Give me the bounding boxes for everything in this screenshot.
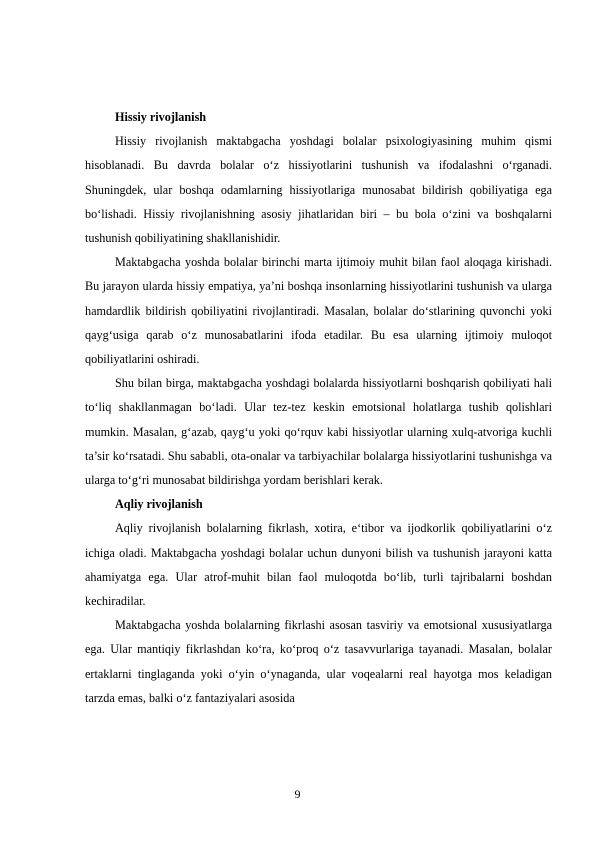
- paragraph: Hissiy rivojlanish maktabgacha yoshdagi bolalar psixologiyasining muhim qismi hisoblanadi. Bu davrda bolalar o‘z hissiyotlarini tushunish va ifodalashni o‘rganadi. Shuningdek, ular boshqa odamlarning hissiyotlariga munosabat bildirish qobiliyatiga ega bo‘lishadi. Hissiy rivojlanishning asosiy jihatlaridan biri – bu bola o‘zini va boshqalarni tushunish qobiliyatining shakllanishidir.: [85, 134, 552, 246]
- document-page: [85, 105, 552, 710]
- paragraph: Shu bilan birga, maktabgacha yoshdagi bolalarda hissiyotlarni boshqarish qobiliyati hali to‘liq shakllanmagan bo‘ladi. Ular tez-tez keskin emotsional holatlarga tushib qolishlari mumkin. Masalan, g‘azab, qayg‘u yoki qo‘rquv kabi hissiyotlar ularning xulq-atvoriga kuchli ta’sir ko‘rsatadi. Shu sababli, ota-onalar va tarbiyachilar bolalarga hissiyotlarini tushunishga va ularga to‘g‘ri munosabat bildirishga yordam berishlari kerak.: [85, 376, 552, 488]
- section-heading-hissiy-rivojlanish: Hissiy rivojlanish: [115, 110, 207, 124]
- section-heading-aqliy-rivojlanish: Aqliy rivojlanish: [115, 497, 203, 512]
- page-number: 9: [294, 787, 301, 801]
- paragraph: Aqliy rivojlanish bolalarning fikrlash, xotira, e‘tibor va ijodkorlik qobiliyatlarini o‘z ichiga oladi. Maktabgacha yoshdagi bolalar uchun dunyoni bilish va tushunish jarayoni katta ahamiyatga ega. Ular atrof-muhit bilan faol muloqotda bo‘lib, turli tajribalarni boshdan kechiradilar.: [85, 521, 552, 609]
- paragraph: Maktabgacha yoshda bolalarning fikrlashi asosan tasviriy va emotsional xususiyatlarga ega. Ular mantiqiy fikrlashdan ko‘ra, ko‘proq o‘z tasavvurlariga tayanadi. Masalan, bolalar ertaklarni tinglaganda yoki o‘yin o‘ynaganda, ular voqealarni real hayotga mos keladigan tarzda emas, balki o‘z fantaziyalari asosida: [85, 618, 552, 705]
- paragraph: Maktabgacha yoshda bolalar birinchi marta ijtimoiy muhit bilan faol aloqaga kirishadi. Bu jarayon ularda hissiy empatiya, ya’ni boshqa insonlarning hissiyotlarini tushunish va ularga hamdardlik bildirish qobiliyatini rivojlantiradi. Masalan, bolalar do‘stlarining quvonchi yoki qayg‘usiga qarab o‘z munosabatlarini ifoda etadilar. Bu esa ularning ijtimoiy muloqot qobiliyatlarini oshiradi.: [85, 255, 552, 367]
